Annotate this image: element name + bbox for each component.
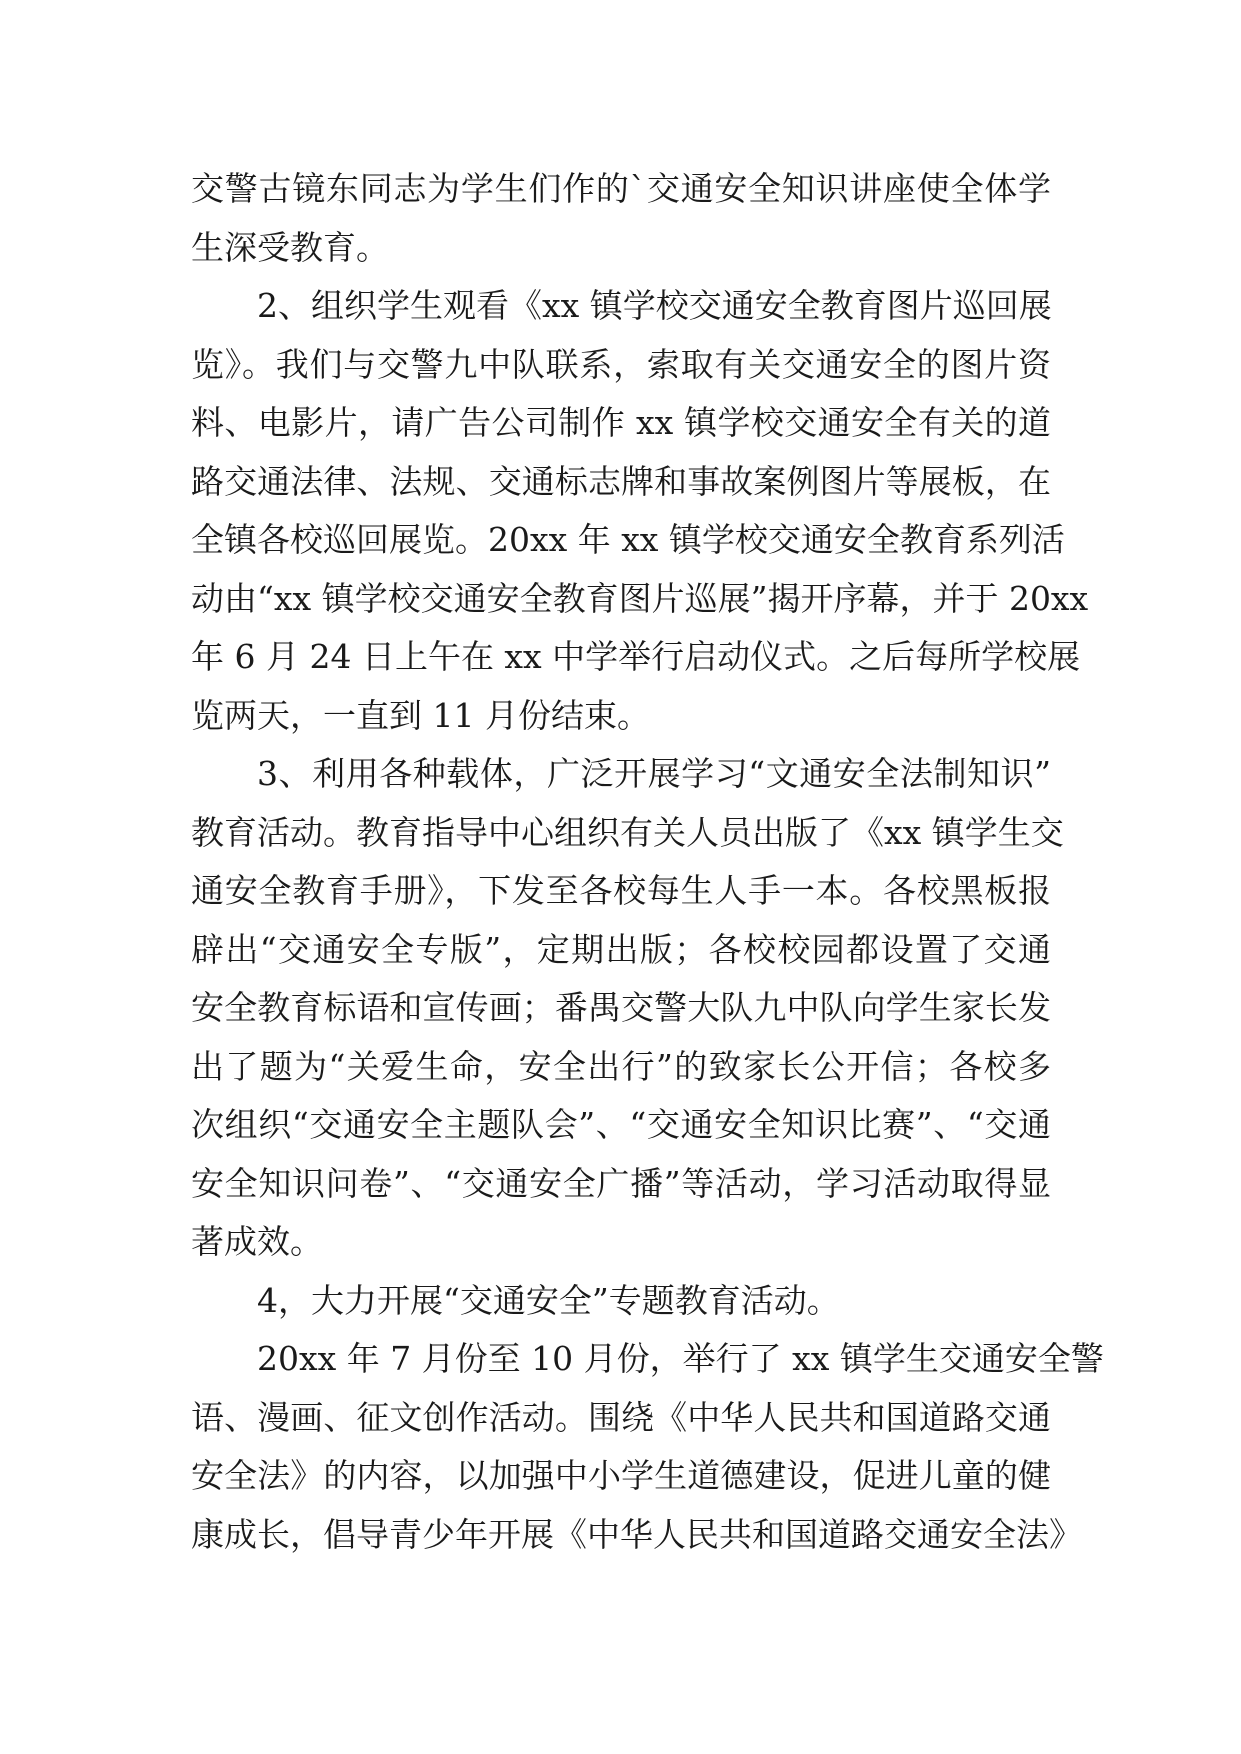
text-line: 通安全教育手册》，下发至各校每生人手一本。各校黑板报 [191,871,1051,910]
text-line: 4，大力开展“交通安全”专题教育活动。 [257,1280,840,1320]
text-line: 著成效。 [191,1222,323,1261]
text-line: 安全法》的内容，以加强中小学生道德建设，促进儿童的健 [191,1456,1051,1495]
text-line: 安全教育标语和宣传画；番禺交警大队九中队向学生家长发 [191,988,1051,1027]
text-line: 2、组织学生观看《xx 镇学校交通安全教育图片巡回展 [257,286,1052,325]
text-line: 览两天，一直到 11 月份结束。 [191,695,650,735]
text-line: 全镇各校巡回展览。20xx 年 xx 镇学校交通安全教育系列活 [191,520,1065,559]
text-line: 次组织“交通安全主题队会”、“交通安全知识比赛”、“交通 [191,1105,1051,1144]
text-line: 生深受教育。 [191,227,389,267]
text-line: 览》。我们与交警九中队联系，索取有关交通安全的图片资 [191,344,1051,384]
text-line: 动由“xx 镇学校交通安全教育图片巡展”揭开序幕，并于 20xx [191,578,1089,618]
text-line: 安全知识问卷”、“交通安全广播”等活动，学习活动取得显 [191,1163,1051,1203]
document-body [191,160,1104,1564]
text-line: 3、利用各种载体，广泛开展学习“文通安全法制知识” [257,754,1051,793]
text-line: 路交通法律、法规、交通标志牌和事故案例图片等展板，在 [191,461,1051,501]
text-line: 料、电影片，请广告公司制作 xx 镇学校交通安全有关的道 [191,403,1051,442]
text-line: 教育活动。教育指导中心组织有关人员出版了《xx 镇学生交 [191,812,1064,852]
text-line: 辟出“交通安全专版”，定期出版；各校校园都设置了交通 [191,929,1051,969]
text-line: 康成长，倡导青少年开展《中华人民共和国道路交通安全法》 [191,1514,1082,1554]
text-line: 语、漫画、征文创作活动。围绕《中华人民共和国道路交通 [191,1397,1051,1437]
text-line: 年 6 月 24 日上午在 xx 中学举行启动仪式。之后每所学校展 [191,637,1081,676]
text-line: 交警古镜东同志为学生们作的`交通安全知识讲座使全体学 [191,169,1051,208]
text-line: 出了题为“关爱生命，安全出行”的致家长公开信；各校多 [191,1046,1051,1086]
text-line: 20xx 年 7 月份至 10 月份，举行了 xx 镇学生交通安全警 [257,1339,1104,1378]
